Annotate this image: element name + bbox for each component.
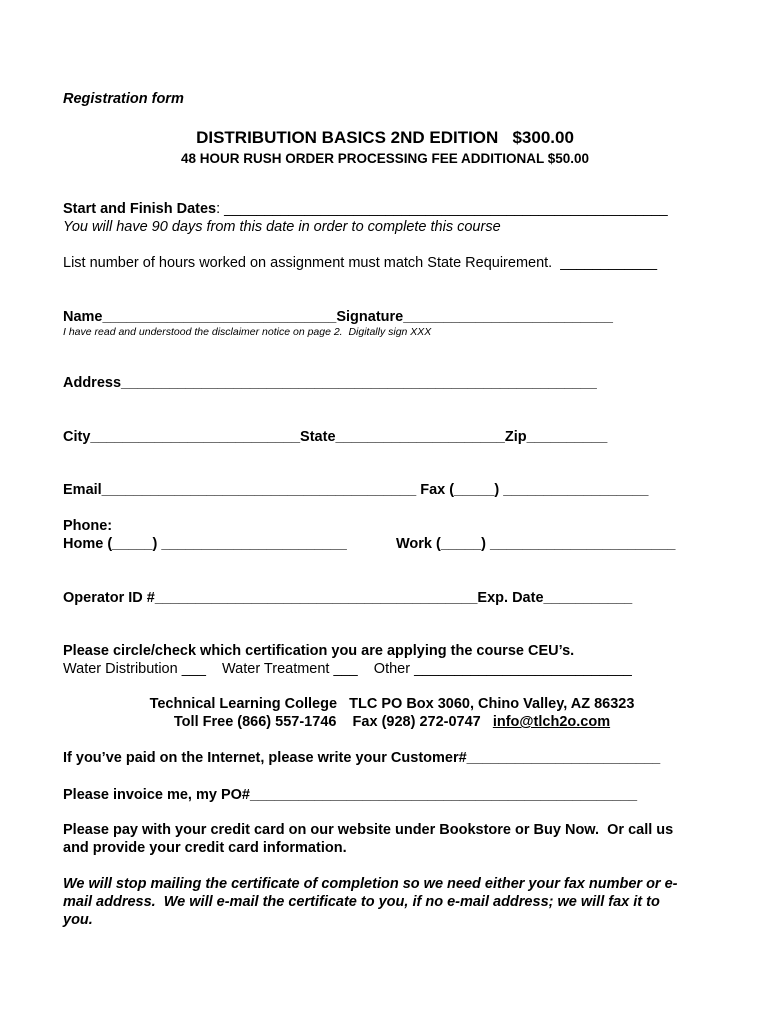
home-phone-field[interactable]: Home (_____) _______________________ [63, 536, 347, 552]
work-phone-field[interactable]: Work (_____) _______________________ [396, 536, 676, 552]
credit-card-note-line2: and provide your credit card information. [63, 840, 347, 856]
hours-label: List number of hours worked on assignment must match State Requirement. [63, 255, 553, 271]
po-number-field[interactable]: Please invoice me, my PO#________________________________________________ [63, 787, 638, 803]
city-state-zip-field[interactable]: City__________________________State_____________________Zip__________ [63, 429, 608, 445]
start-finish-dates-field[interactable] [63, 200, 668, 218]
hours-field[interactable] [63, 254, 657, 272]
college-phone-fax: Toll Free (866) 557-1746 Fax (928) 272-0747 [173, 714, 493, 730]
certification-options[interactable]: Water Distribution ___ Water Treatment ___ Other ___________________________ [63, 661, 632, 677]
certificate-note-line1: We will stop mailing the certificate of completion so we need either your fax number or e- [63, 876, 678, 892]
email-fax-field[interactable]: Email_______________________________________ Fax (_____) __________________ [63, 482, 649, 498]
operator-id-field[interactable]: Operator ID #________________________________________Exp. Date___________ [63, 590, 633, 606]
start-finish-dates-label: Start and Finish Dates [63, 201, 217, 217]
certificate-note-line2: mail address. We will e-mail the certificate to you, if no e-mail address; we will fax it to [63, 894, 660, 910]
college-address: Technical Learning College TLC PO Box 3060, Chino Valley, AZ 86323 [149, 696, 635, 712]
certification-heading: Please circle/check which certification you are applying the course CEU’s. [63, 643, 575, 659]
disclaimer-note: I have read and understood the disclaimer notice on page 2. Digitally sign XXX [63, 326, 432, 338]
certificate-note-line3: you. [63, 912, 93, 928]
dates-note: You will have 90 days from this date in order to complete this course [63, 219, 501, 235]
credit-card-note-line1: Please pay with your credit card on our website under Bookstore or Buy Now. Or call us [63, 822, 674, 838]
address-field[interactable]: Address___________________________________________________________ [63, 375, 597, 391]
rush-fee-note: 48 HOUR RUSH ORDER PROCESSING FEE ADDITIONAL $50.00 [180, 151, 590, 166]
customer-number-field[interactable]: If you’ve paid on the Internet, please write your Customer#________________________ [63, 750, 661, 766]
hours-blank: ____________ [560, 255, 658, 271]
name-signature-field[interactable]: Name_____________________________Signature__________________________ [63, 309, 613, 325]
start-finish-dates-blank: : _______________________________________________________ [216, 201, 668, 217]
page-title: DISTRIBUTION BASICS 2ND EDITION $300.00 [196, 128, 574, 147]
college-email-link[interactable]: info@tlch2o.com [492, 714, 611, 730]
phone-label: Phone: [63, 518, 113, 534]
college-contact [7, 713, 770, 731]
form-label: Registration form [63, 91, 184, 107]
